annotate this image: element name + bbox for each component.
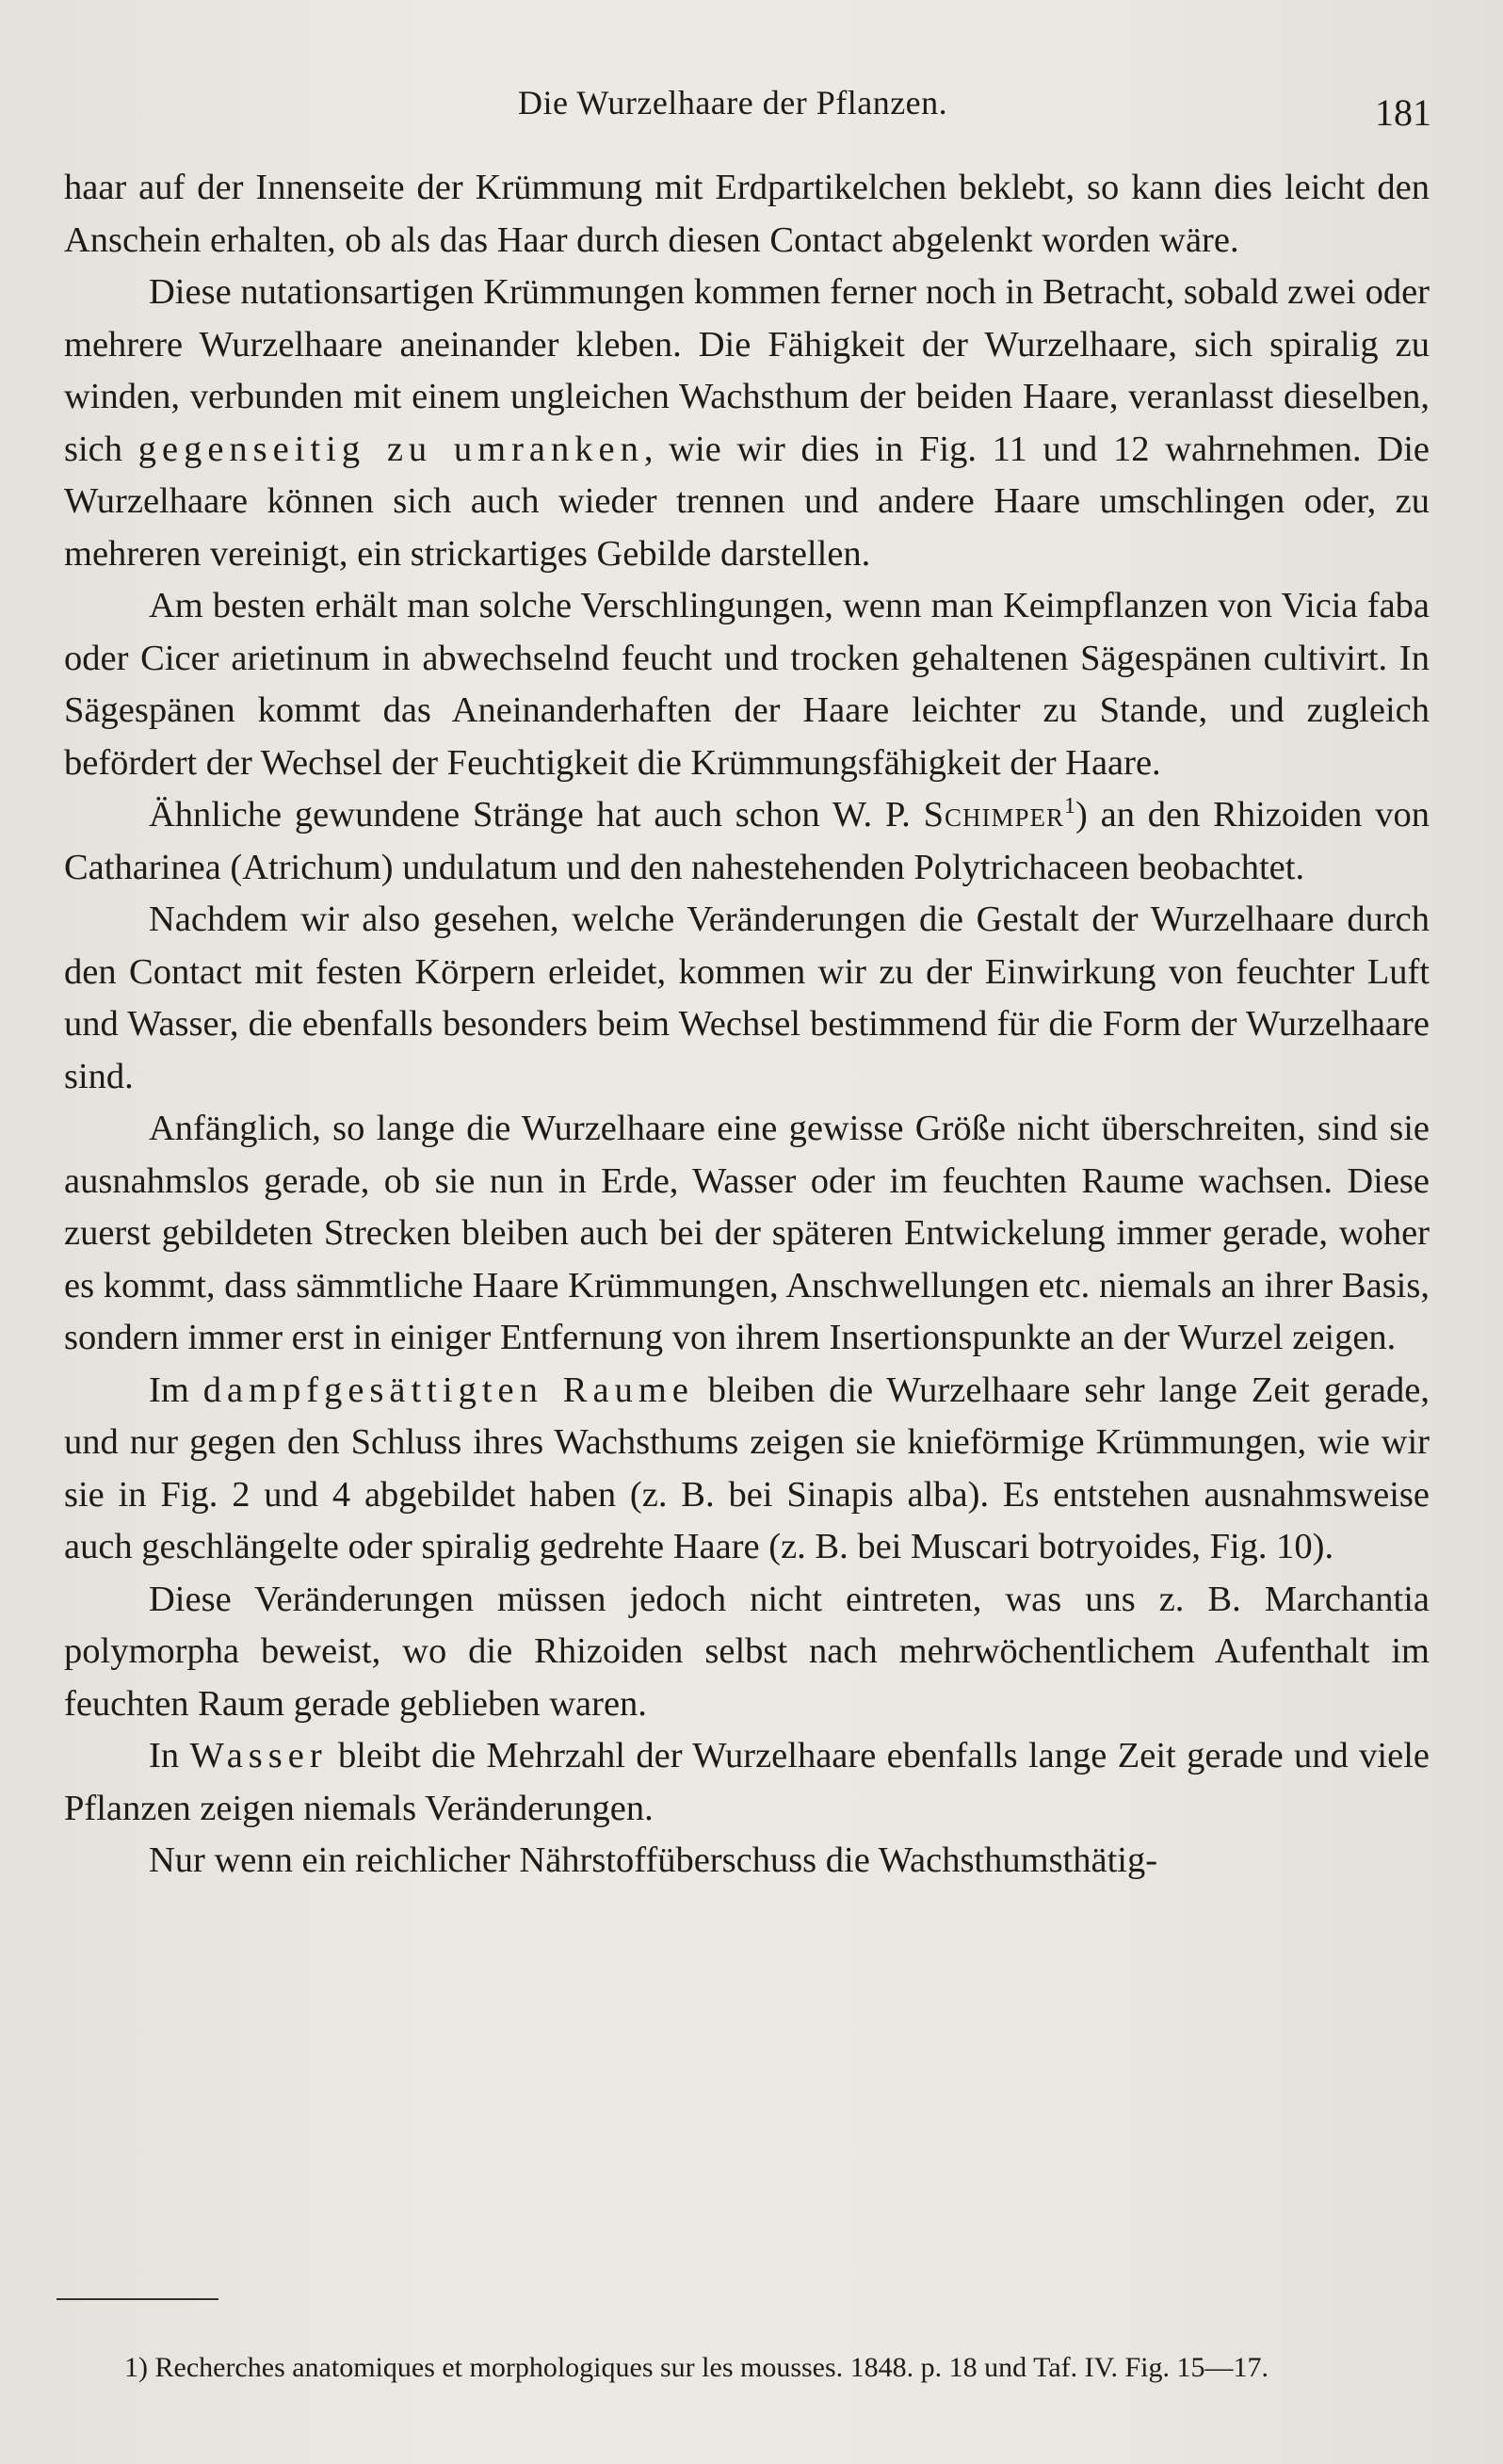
footnote-divider [57, 2298, 218, 2300]
paragraph-9-text-b: bleibt die Mehrzahl der Wurzelhaare ebenfalls lange Zeit gerade und viele Pflanzen zeigen niemals Veränderungen. [64, 1736, 1430, 1828]
paragraph-9 [64, 1730, 1430, 1835]
paragraph-6: Anfänglich, so lange die Wurzelhaare eine gewisse Größe nicht überschreiten, sind sie ausnahmslos gerade, ob sie nun in Erde, Wasser oder im feuchten Raume wachsen. Diese zuerst gebildeten Strecken bleiben auch bei der späteren Entwickelung immer gerade, woher es kommt, dass sämmtliche Haare Krümmungen, Anschwellungen etc. niemals an ihrer Basis, sondern immer erst in einiger Entfernung von ihrem Insertionspunkte an der Wurzel zeigen. [64, 1109, 1430, 1357]
paragraph-9-text-a: In [149, 1736, 190, 1775]
paragraph-7-text-b: bleiben die Wurzelhaare sehr lange Zeit gerade, und nur gegen den Schluss ihres Wachsthums zeigen sie knieförmige Krümmungen, wie wir sie in Fig. 2 und 4 abgebildet haben (z. B. bei Sinapis alba). Es entstehen ausnahmsweise auch geschlängelte oder spiralig gedrehte Haare (z. B. bei Muscari botryoides, Fig. 10). [64, 1370, 1430, 1566]
paragraph-4-text-b: ) an den Rhizoiden von Catharinea (Atrichum) undulatum und den nahestehenden Polytrichaceen beobachtet. [64, 795, 1430, 887]
paragraph-7-emphasis: dampfgesättigten Raume [202, 1370, 694, 1410]
paragraph-2-text-a: Diese nutationsartigen Krümmungen kommen ferner noch in Betracht, sobald zwei oder mehrere Wurzelhaare aneinander kleben. Die Fähigkeit der Wurzelhaare, sich spiralig zu winden, verbunden mit einem ungleichen Wachsthum der beiden Haare, veranlasst dieselben, sich [64, 272, 1430, 469]
paragraph-4-text-a: Ähnliche gewundene Stränge hat auch schon W. P. [149, 795, 924, 835]
page-number: 181 [1375, 91, 1431, 134]
body-text [64, 162, 1430, 1888]
paragraph-1: haar auf der Innenseite der Krümmung mit Erdpartikelchen beklebt, so kann dies leicht den Anschein erhalten, ob als das Haar durch diesen Contact abgelenkt worden wäre. [64, 168, 1430, 260]
footnote: 1) Recherches anatomiques et morphologiques sur les mousses. 1848. p. 18 und Taf. IV. Fig. 15—17. [124, 2352, 1269, 2383]
paragraph-7-text-a: Im [149, 1370, 203, 1410]
paragraph-2 [64, 267, 1430, 580]
paragraph-7 [64, 1365, 1430, 1574]
footnote-reference: 1 [1064, 794, 1075, 819]
running-title: Die Wurzelhaare der Pflanzen. [518, 84, 948, 122]
paragraph-2-text-b: , wie wir dies in Fig. 11 und 12 wahrnehmen. Die Wurzelhaare können sich auch wieder trennen und andere Haare umschlingen oder, zu mehreren vereinigt, ein strickartiges Gebilde darstellen. [64, 429, 1430, 574]
page-header [66, 77, 1431, 134]
paragraph-10: Nur wenn ein reichlicher Nährstoffüberschuss die Wachsthumsthätig- [149, 1840, 1158, 1880]
author-name: Schimper [923, 795, 1064, 835]
paragraph-4 [64, 789, 1430, 894]
paragraph-3: Am besten erhält man solche Verschlingungen, wenn man Keimpflanzen von Vicia faba oder Cicer arietinum in abwechselnd feucht und trocken gehaltenen Sägespänen cultivirt. In Sägespänen kommt das Aneinanderhaften der Haare leichter zu Stande, und zugleich befördert der Wechsel der Feuchtigkeit die Krümmungsfähigkeit der Haare. [64, 586, 1430, 783]
paragraph-2-emphasis: gegenseitig zu umranken [137, 429, 644, 469]
paragraph-9-emphasis: Wasser [189, 1736, 328, 1775]
paragraph-5: Nachdem wir also gesehen, welche Veränderungen die Gestalt der Wurzelhaare durch den Contact mit festen Körpern erleidet, kommen wir zu der Einwirkung von feuchter Luft und Wasser, die ebenfalls besonders beim Wechsel bestimmend für die Form der Wurzelhaare sind. [64, 900, 1430, 1096]
paragraph-8: Diese Veränderungen müssen jedoch nicht eintreten, was uns z. B. Marchantia polymorpha beweist, wo die Rhizoiden selbst nach mehrwöchentlichem Aufenthalt im feuchten Raum gerade geblieben waren. [64, 1579, 1430, 1724]
